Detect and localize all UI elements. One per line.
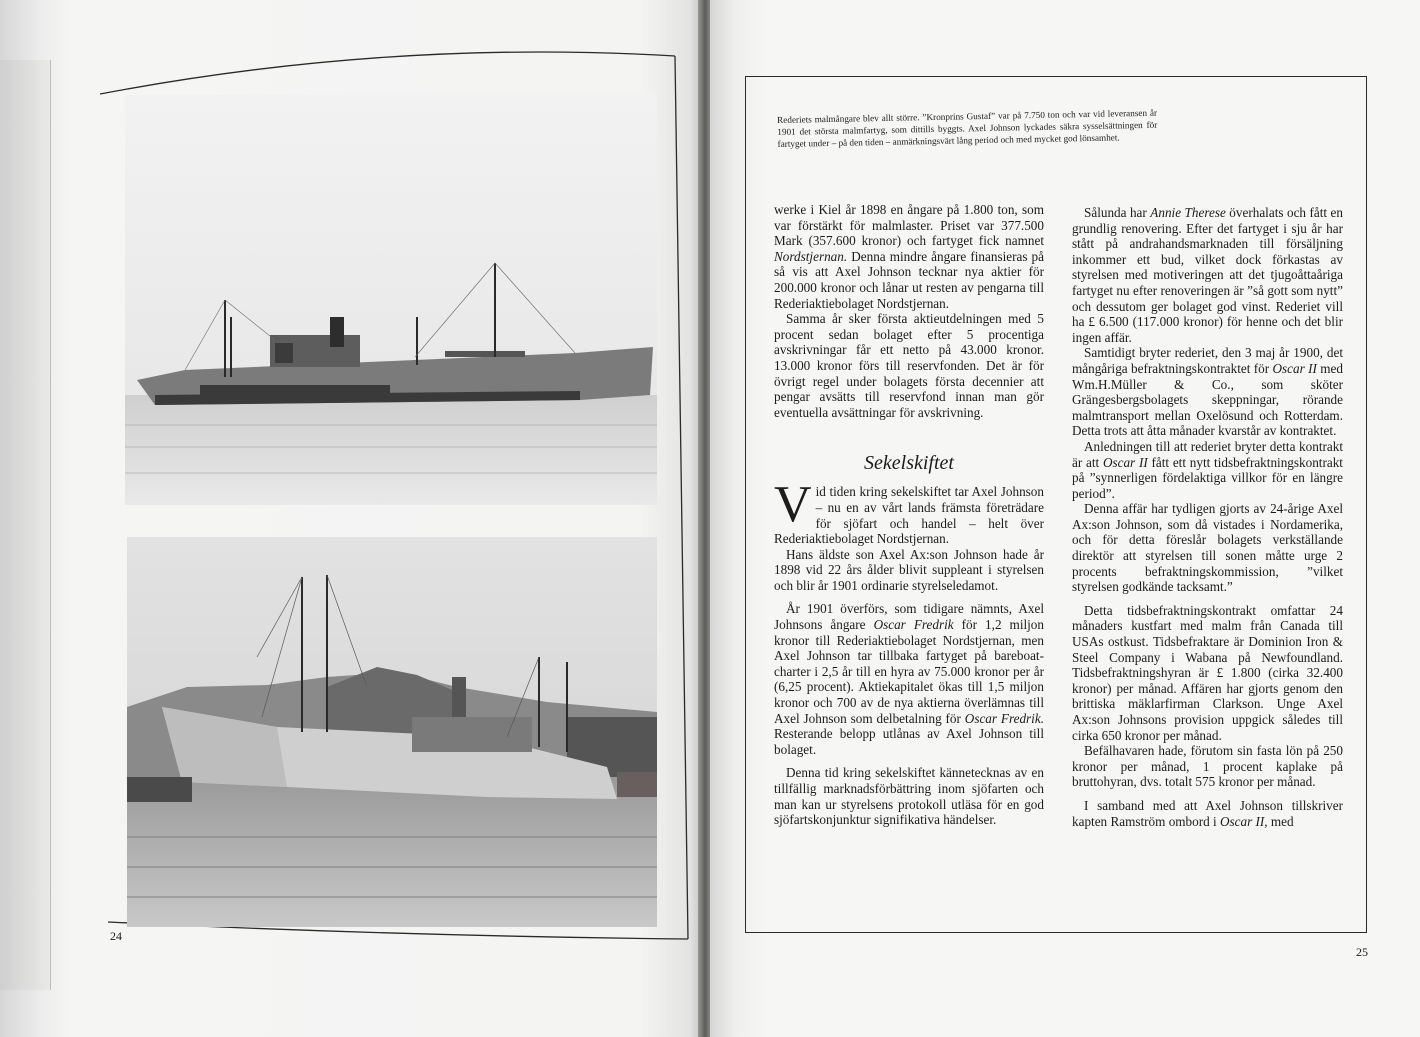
ship-photo-top	[125, 95, 657, 505]
paragraph: Hans äldste son Axel Ax:son Johnson hade år 1898 vid 22 års ålder blivit suppleant i styrelsen och blir år 1901 ordinarie styrelseledamot.	[774, 546, 1044, 593]
paragraph: Denna tid kring sekelskiftet kännetecknas av en tillfällig marknadsförbättring inom sjöfarten och man kan ur styrelsens protokoll utläsa för en god sjöfartskonjunktur signifikativa händelser.	[774, 765, 1044, 828]
paragraph: Vid tiden kring sekelskiftet tar Axel Johnson – nu en av vårt lands främsta företrädare för sjöfart och handel – helt över Rederiaktiebolaget Nordstjernan.	[774, 476, 1044, 547]
right-page-number: 25	[1356, 945, 1368, 959]
paragraph: Samtidigt bryter rederiet, den 3 maj år 1900, det mångåriga befraktningskontraktet för Oscar II med Wm.H.Müller & Co., som sköter Grängesbergsbolagets skeppningar, rörande malmtransport mellan Oxelösund och Rotterdam. Detta trots att åtta månader kvarstår av kontraktet.	[1072, 345, 1343, 439]
paragraph: Detta tidsbefraktningskontrakt omfattar 24 månaders kustfart med malm från Canada till USAs ostkust. Tidsbefraktare är Dominion Iron & Steel Company i Wabana på Newfoundland. Tidsbefraktningshyran är £ 1.800 (cirka 32.400 kronor) per månad. Affären har gjorts genom den brittiska mäklarfirman Clarkson. Unge Axel Ax:son Johnsons provision uppgick således till cirka 650 kronor per månad.	[1072, 602, 1343, 743]
drop-cap: V	[774, 476, 812, 534]
underlying-page-edge	[0, 60, 51, 990]
paragraph: Anledningen till att rederiet bryter detta kontrakt är att Oscar II fått ett nytt tidsbefraktningskontrakt på ”synnerligen fördelaktiga villkor för en längre period”.	[1072, 438, 1343, 501]
paragraph: werke i Kiel år 1898 en ångare på 1.800 ton, som var förstärkt för malmlaster. Priset var 377.500 Mark (357.600 kronor) och fartyget fick namnet Nordstjernan. Denna mindre ångare finansieras på så vis att Axel Johnson tecknar nya aktier för 200.000 kronor och lånar ut resten av pengarna till Rederiaktiebolaget Nordstjernan.	[774, 202, 1044, 311]
section-heading: Sekelskiftet	[864, 452, 954, 475]
ship-photo-bottom	[127, 537, 657, 927]
paragraph: Befälhavaren hade, förutom sin fasta lön på 250 kronor per månad, 1 procent kaplake på bruttohyran, dvs. totalt 575 kronor per månad.	[1072, 743, 1343, 790]
left-page-number: 24	[110, 929, 122, 943]
paragraph: Denna affär har tydligen gjorts av 24-årige Axel Ax:son Johnson, som då vistades i Nordamerika, och för detta föreslår bolagets verkställande direktör att styrelsen till sonen måtte urge 2 procents befraktningskommission, ”vilket styrelsen godkände tacksamt.”	[1072, 501, 1343, 595]
text-column-right	[1072, 205, 1343, 829]
paragraph: Samma år sker första aktieutdelningen med 5 procent sedan bolaget efter 5 procentiga avskrivningar får ett netto på 43.000 kronor. 13.000 kronor förs till reservfonden. Det är för övrigt regel under bolagets första decennier att pengar avsätts till reservfond innan man gör eventuella avsättningar för avskrivning.	[774, 311, 1044, 420]
photo-caption: Rederiets malmångare blev allt större. ”Kronprins Gustaf” var på 7.750 ton och var vid leveransen år 1901 det största malmfartyg, som dittills byggts. Axel Johnson lyckades säkra sysselsättningen för fartyget under – på den tiden – anmärkningsvärt lång period och med mycket god lönsamhet.	[777, 107, 1158, 149]
paragraph: I samband med att Axel Johnson tillskriver kapten Ramström ombord i Oscar II, med	[1072, 797, 1343, 829]
paragraph: År 1901 överförs, som tidigare nämnts, Axel Johnsons ångare Oscar Fredrik för 1,2 miljon kronor till Rederiaktiebolaget Nordstjernan, men Axel Johnson tar tillbaka fartyget på bareboat-charter i 2,5 år till en hyra av 75.000 kronor per år (6,25 procent). Aktiekapitalet ökas till 1,5 miljon kronor och 700 av de nya aktierna överlämnas till Axel Johnson som delbetalning för Oscar Fredrik. Resterande belopp utlånas av Axel Johnson till bolaget.	[774, 601, 1044, 757]
text-column-left	[774, 202, 1044, 828]
paragraph: Sålunda har Annie Therese överhalats och fått en grundlig renovering. Efter det fartyget i sju år har stått på andrahandsmarknaden till försäljning inkommer ett bud, vilket dock förkastas av styrelsen med motiveringen att det tjugoåttaåriga fartyget nu efter renoveringen är ”så gott som nytt” och dessutom ger bolaget god vinst. Rederiet vill ha £ 6.500 (117.000 kronor) för henne och det blir ingen affär.	[1072, 205, 1343, 345]
